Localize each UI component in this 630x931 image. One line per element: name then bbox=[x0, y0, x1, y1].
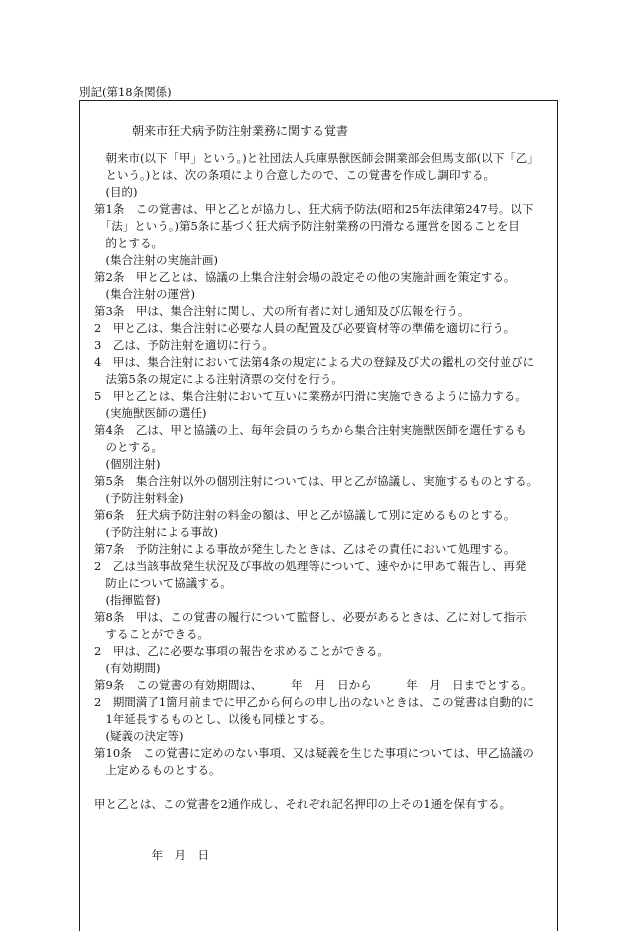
blank-line bbox=[94, 779, 544, 796]
body-line: 上定めるものとする。 bbox=[94, 763, 221, 777]
appendix-caption: 別記(第18条関係) bbox=[79, 85, 172, 99]
body-line: 4 甲は、集合注射において法第4条の規定による犬の登録及び犬の鑑札の交付並びに bbox=[94, 355, 535, 369]
body-line: という。)とは、次の条項により合意したので、この覚書を作成し調印する。 bbox=[94, 168, 496, 182]
body-line: 防止について協議する。 bbox=[94, 576, 232, 590]
body-line: 1年延長するものとし、以後も同様とする。 bbox=[94, 712, 332, 726]
blank-line bbox=[94, 830, 544, 847]
body-line: 甲と乙とは、この覚書を2通作成し、それぞれ記名押印の上その1通を保有する。 bbox=[94, 797, 512, 811]
body-line: 第5条 集合注射以外の個別注射については、甲と乙が協議し、実施するものとする。 bbox=[94, 474, 539, 488]
body-line: 2 期間満了1箇月前までに甲乙から何らの申し出のないときは、この覚書は自動的に bbox=[94, 695, 535, 709]
body-line: 第2条 甲と乙とは、協議の上集合注射会場の設定その他の実施計画を策定する。 bbox=[94, 270, 516, 284]
body-line: (集合注射の実施計画) bbox=[94, 253, 218, 267]
body-line: 第7条 予防注射による事故が発生したときは、乙はその責任において処理する。 bbox=[94, 542, 516, 556]
body-line: 2 乙は当該事故発生状況及び事故の処理等について、速やかに甲あて報告し、再発 bbox=[94, 559, 527, 573]
body-line: (実施獣医師の選任) bbox=[94, 406, 207, 420]
body-line: 3 乙は、予防注射を適切に行う。 bbox=[94, 338, 274, 352]
body-line: 「法」という。)第5条に基づく狂犬病予防注射業務の円滑なる運営を図ることを目 bbox=[94, 219, 520, 233]
body-line: 2 甲と乙は、集合注射に必要な人員の配置及び必要資材等の準備を適切に行う。 bbox=[94, 321, 516, 335]
body-line: することができる。 bbox=[94, 627, 209, 641]
body-line: 第9条 この覚書の有効期間は、 年 月 日から 年 月 日までとする。 bbox=[94, 678, 533, 692]
body-line: 法第5条の規定による注射済票の交付を行う。 bbox=[94, 372, 343, 386]
body-line: 的とする。 bbox=[94, 236, 163, 250]
body-line: (目的) bbox=[94, 185, 138, 199]
body-line: (疑義の決定等) bbox=[94, 729, 184, 743]
body-line: 第1条 この覚書は、甲と乙とが協力し、狂犬病予防法(昭和25年法律第247号。以下 bbox=[94, 202, 534, 216]
body-line: 第6条 狂犬病予防注射の料金の額は、甲と乙が協議して別に定めるものとする。 bbox=[94, 508, 516, 522]
body-line: 朝来市(以下「甲」という。)と社団法人兵庫県獣医師会開業部会但馬支部(以下「乙」 bbox=[94, 151, 539, 165]
body-line: (予防注射料金) bbox=[94, 491, 184, 505]
body-line: 5 甲と乙とは、集合注射において互いに業務が円滑に実施できるように協力する。 bbox=[94, 389, 527, 403]
body-line: 第3条 甲は、集合注射に関し、犬の所有者に対し通知及び広報を行う。 bbox=[94, 304, 470, 318]
body-line: 第8条 甲は、この覚書の履行について監督し、必要があるときは、乙に対して指示 bbox=[94, 610, 527, 624]
body-line: 第4条 乙は、甲と協議の上、毎年会員のうちから集合注射実施獣医師を選任するも bbox=[94, 423, 527, 437]
body-line: 2 甲は、乙に必要な事項の報告を求めることができる。 bbox=[94, 644, 389, 658]
body-line: (指揮監督) bbox=[94, 593, 161, 607]
body-line: 第10条 この覚書に定めのない事項、又は疑義を生じた事項については、甲乙協議の bbox=[94, 746, 534, 760]
blank-line bbox=[94, 813, 544, 830]
body-line: のとする。 bbox=[94, 440, 163, 454]
body-line: (集合注射の運営) bbox=[94, 287, 195, 301]
document-title: 朝来市狂犬病予防注射業務に関する覚書 bbox=[132, 124, 349, 138]
memorandum-body bbox=[94, 150, 544, 864]
body-line: (有効期間) bbox=[94, 661, 161, 675]
body-line: (個別注射) bbox=[94, 457, 161, 471]
body-line: (予防注射による事故) bbox=[94, 525, 218, 539]
body-line: 年 月 日 bbox=[94, 848, 209, 862]
